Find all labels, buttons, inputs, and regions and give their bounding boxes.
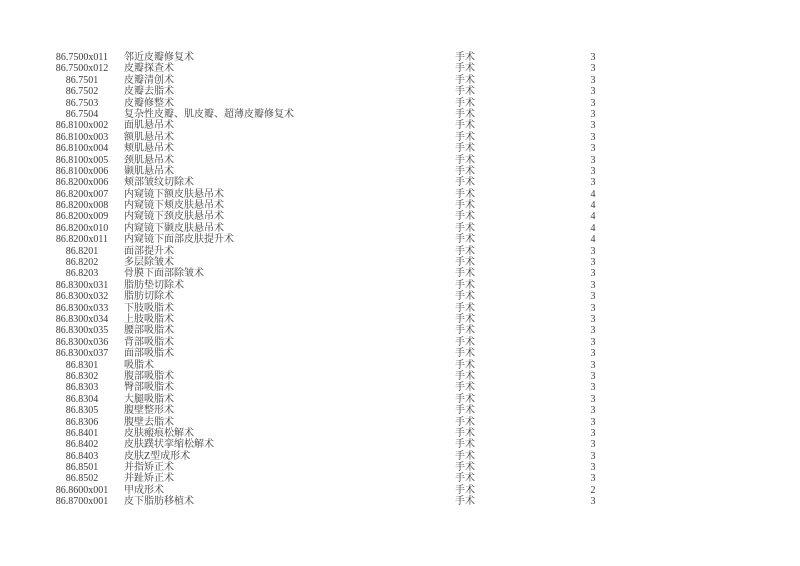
procedure-name-cell: 颊肌悬吊术	[124, 143, 174, 155]
table-row	[0, 303, 800, 314]
category-cell: 手术	[455, 496, 475, 508]
category-cell: 手术	[455, 462, 475, 474]
level-value-cell: 3	[590, 97, 596, 109]
procedure-code-cell: 86.7502	[65, 86, 99, 98]
table-row	[0, 291, 800, 302]
procedure-name-cell: 吸脂术	[124, 359, 154, 371]
level-value-cell: 3	[590, 393, 596, 405]
category-cell: 手术	[455, 382, 475, 394]
table-row	[0, 405, 800, 416]
table-row	[0, 428, 800, 439]
procedure-code-cell: 86.8300x033	[55, 302, 109, 314]
level-value-cell: 3	[590, 416, 596, 428]
table-row	[0, 314, 800, 325]
table-row	[0, 98, 800, 109]
category-cell: 手术	[455, 165, 475, 177]
procedure-code-cell: 86.8200x009	[55, 211, 109, 223]
procedure-name-cell: 内窥镜下颞皮肤悬吊术	[124, 222, 224, 234]
procedure-name-cell: 内窥镜下颊皮肤悬吊术	[124, 200, 224, 212]
procedure-name-cell: 多层除皱术	[124, 257, 174, 269]
category-cell: 手术	[455, 405, 475, 417]
level-value-cell: 3	[590, 177, 596, 189]
table-row	[0, 120, 800, 131]
category-cell: 手术	[455, 245, 475, 257]
procedure-code-cell: 86.8502	[65, 473, 99, 485]
procedure-code-cell: 86.8200x006	[55, 177, 109, 189]
procedure-code-cell: 86.8403	[65, 450, 99, 462]
procedure-name-cell: 复杂性皮瓣、肌皮瓣、超薄皮瓣修复术	[124, 108, 294, 120]
procedure-code-cell: 86.8600x001	[55, 484, 109, 496]
level-value-cell: 3	[590, 291, 596, 303]
procedure-name-cell: 面肌悬吊术	[124, 120, 174, 132]
level-value-cell: 2	[590, 484, 596, 496]
procedure-name-cell: 皮瓣修整术	[124, 97, 174, 109]
table-row	[0, 155, 800, 166]
procedure-code-cell: 86.8300x032	[55, 291, 109, 303]
procedure-name-cell: 骨膜下面部除皱术	[124, 268, 204, 280]
level-value-cell: 3	[590, 336, 596, 348]
level-value-cell: 3	[590, 268, 596, 280]
table-row	[0, 246, 800, 257]
level-value-cell: 4	[590, 200, 596, 212]
procedure-code-cell: 86.8306	[65, 416, 99, 428]
procedure-name-cell: 颈肌悬吊术	[124, 154, 174, 166]
category-cell: 手术	[455, 484, 475, 496]
procedure-code-cell: 86.8100x004	[55, 143, 109, 155]
level-value-cell: 3	[590, 143, 596, 155]
table-row	[0, 280, 800, 291]
level-value-cell: 3	[590, 257, 596, 269]
table-row	[0, 189, 800, 200]
procedure-name-cell: 下肢吸脂术	[124, 302, 174, 314]
procedure-code-cell: 86.8300x036	[55, 336, 109, 348]
table-row	[0, 337, 800, 348]
procedure-name-cell: 脂肪切除术	[124, 291, 174, 303]
table-row	[0, 360, 800, 371]
procedure-name-cell: 并趾矫正术	[124, 473, 174, 485]
procedure-code-cell: 86.8100x003	[55, 131, 109, 143]
procedure-code-cell: 86.8203	[65, 268, 99, 280]
procedure-name-cell: 内窥镜下颈皮肤悬吊术	[124, 211, 224, 223]
category-cell: 手术	[455, 450, 475, 462]
procedure-name-cell: 皮肤蹼状挛缩松解术	[124, 439, 214, 451]
category-cell: 手术	[455, 439, 475, 451]
procedure-name-cell: 大腿吸脂术	[124, 393, 174, 405]
category-cell: 手术	[455, 268, 475, 280]
procedure-code-cell: 86.8401	[65, 427, 99, 439]
level-value-cell: 3	[590, 165, 596, 177]
procedure-name-cell: 腹部吸脂术	[124, 370, 174, 382]
category-cell: 手术	[455, 74, 475, 86]
category-cell: 手术	[455, 154, 475, 166]
table-row	[0, 371, 800, 382]
table-row	[0, 394, 800, 405]
table-row	[0, 109, 800, 120]
procedure-code-cell: 86.8305	[65, 405, 99, 417]
table-row	[0, 166, 800, 177]
category-cell: 手术	[455, 336, 475, 348]
procedure-name-cell: 邻近皮瓣修复术	[124, 52, 194, 63]
procedure-code-cell: 86.8100x006	[55, 165, 109, 177]
level-value-cell: 3	[590, 382, 596, 394]
procedure-name-cell: 颞肌悬吊术	[124, 165, 174, 177]
procedure-code-table	[0, 52, 800, 508]
category-cell: 手术	[455, 52, 475, 63]
table-row	[0, 132, 800, 143]
procedure-code-cell: 86.7504	[65, 108, 99, 120]
level-value-cell: 3	[590, 74, 596, 86]
procedure-name-cell: 脂肪垫切除术	[124, 279, 184, 291]
category-cell: 手术	[455, 97, 475, 109]
category-cell: 手术	[455, 473, 475, 485]
level-value-cell: 3	[590, 427, 596, 439]
category-cell: 手术	[455, 416, 475, 428]
procedure-name-cell: 内窥镜下额皮肤悬吊术	[124, 188, 224, 200]
procedure-name-cell: 腹壁整形术	[124, 405, 174, 417]
level-value-cell: 3	[590, 370, 596, 382]
procedure-code-cell: 86.8300x031	[55, 279, 109, 291]
category-cell: 手术	[455, 222, 475, 234]
procedure-code-cell: 86.8302	[65, 370, 99, 382]
category-cell: 手术	[455, 63, 475, 75]
procedure-code-cell: 86.8201	[65, 245, 99, 257]
level-value-cell: 3	[590, 86, 596, 98]
table-row	[0, 473, 800, 484]
procedure-code-cell: 86.8303	[65, 382, 99, 394]
level-value-cell: 3	[590, 359, 596, 371]
procedure-name-cell: 背部吸脂术	[124, 336, 174, 348]
procedure-code-cell: 86.7503	[65, 97, 99, 109]
level-value-cell: 3	[590, 462, 596, 474]
category-cell: 手术	[455, 143, 475, 155]
level-value-cell: 3	[590, 154, 596, 166]
procedure-code-cell: 86.8200x011	[55, 234, 109, 246]
procedure-name-cell: 上肢吸脂术	[124, 313, 174, 325]
level-value-cell: 3	[590, 131, 596, 143]
table-row	[0, 234, 800, 245]
table-row	[0, 200, 800, 211]
category-cell: 手术	[455, 211, 475, 223]
table-row	[0, 75, 800, 86]
table-row	[0, 451, 800, 462]
category-cell: 手术	[455, 120, 475, 132]
procedure-name-cell: 皮肤瘢痕松解术	[124, 427, 194, 439]
procedure-name-cell: 臀部吸脂术	[124, 382, 174, 394]
level-value-cell: 3	[590, 245, 596, 257]
table-row	[0, 496, 800, 507]
category-cell: 手术	[455, 291, 475, 303]
level-value-cell: 4	[590, 211, 596, 223]
procedure-name-cell: 腹壁去脂术	[124, 416, 174, 428]
level-value-cell: 3	[590, 348, 596, 360]
procedure-name-cell: 甲成形术	[124, 484, 164, 496]
category-cell: 手术	[455, 177, 475, 189]
level-value-cell: 3	[590, 450, 596, 462]
procedure-code-cell: 86.8300x035	[55, 325, 109, 337]
category-cell: 手术	[455, 131, 475, 143]
table-row	[0, 63, 800, 74]
procedure-name-cell: 皮肤Z型成形术	[124, 450, 191, 462]
level-value-cell: 3	[590, 52, 596, 63]
procedure-code-cell: 86.8200x007	[55, 188, 109, 200]
category-cell: 手术	[455, 86, 475, 98]
category-cell: 手术	[455, 313, 475, 325]
category-cell: 手术	[455, 279, 475, 291]
category-cell: 手术	[455, 234, 475, 246]
procedure-code-cell: 86.8301	[65, 359, 99, 371]
category-cell: 手术	[455, 325, 475, 337]
procedure-name-cell: 皮瓣去脂术	[124, 86, 174, 98]
level-value-cell: 3	[590, 473, 596, 485]
procedure-name-cell: 颊部皱纹切除术	[124, 177, 194, 189]
category-cell: 手术	[455, 348, 475, 360]
procedure-code-cell: 86.8304	[65, 393, 99, 405]
procedure-name-cell: 面部吸脂术	[124, 348, 174, 360]
table-row	[0, 211, 800, 222]
category-cell: 手术	[455, 370, 475, 382]
table-row	[0, 223, 800, 234]
procedure-name-cell: 面部提升术	[124, 245, 174, 257]
table-row	[0, 143, 800, 154]
level-value-cell: 3	[590, 325, 596, 337]
table-row	[0, 462, 800, 473]
category-cell: 手术	[455, 188, 475, 200]
procedure-code-cell: 86.8100x002	[55, 120, 109, 132]
procedure-name-cell: 皮瓣探查术	[124, 63, 174, 75]
level-value-cell: 3	[590, 405, 596, 417]
procedure-code-cell: 86.7500x011	[55, 52, 109, 63]
procedure-code-cell: 86.8202	[65, 257, 99, 269]
level-value-cell: 3	[590, 120, 596, 132]
procedure-code-cell: 86.8100x005	[55, 154, 109, 166]
procedure-code-cell: 86.7501	[65, 74, 99, 86]
table-row	[0, 325, 800, 336]
category-cell: 手术	[455, 393, 475, 405]
category-cell: 手术	[455, 200, 475, 212]
table-row	[0, 268, 800, 279]
category-cell: 手术	[455, 427, 475, 439]
procedure-code-cell: 86.8200x010	[55, 222, 109, 234]
procedure-code-cell: 86.8700x001	[55, 496, 109, 508]
level-value-cell: 3	[590, 279, 596, 291]
category-cell: 手术	[455, 257, 475, 269]
table-row	[0, 52, 800, 63]
procedure-code-cell: 86.8300x037	[55, 348, 109, 360]
level-value-cell: 4	[590, 234, 596, 246]
procedure-name-cell: 内窥镜下面部皮肤提升术	[124, 234, 234, 246]
level-value-cell: 3	[590, 496, 596, 508]
level-value-cell: 3	[590, 439, 596, 451]
level-value-cell: 3	[590, 302, 596, 314]
procedure-code-cell: 86.8200x008	[55, 200, 109, 212]
category-cell: 手术	[455, 108, 475, 120]
table-row	[0, 417, 800, 428]
level-value-cell: 4	[590, 222, 596, 234]
table-row	[0, 257, 800, 268]
table-row	[0, 348, 800, 359]
category-cell: 手术	[455, 359, 475, 371]
table-row	[0, 439, 800, 450]
procedure-code-cell: 86.8402	[65, 439, 99, 451]
procedure-name-cell: 额肌悬吊术	[124, 131, 174, 143]
table-row	[0, 86, 800, 97]
level-value-cell: 3	[590, 108, 596, 120]
procedure-name-cell: 皮下脂肪移植术	[124, 496, 194, 508]
procedure-code-cell: 86.8300x034	[55, 313, 109, 325]
level-value-cell: 4	[590, 188, 596, 200]
table-row	[0, 382, 800, 393]
category-cell: 手术	[455, 302, 475, 314]
level-value-cell: 3	[590, 313, 596, 325]
procedure-name-cell: 皮瓣清创术	[124, 74, 174, 86]
procedure-name-cell: 腰部吸脂术	[124, 325, 174, 337]
table-row	[0, 177, 800, 188]
level-value-cell: 3	[590, 63, 596, 75]
procedure-name-cell: 并指矫正术	[124, 462, 174, 474]
procedure-code-cell: 86.8501	[65, 462, 99, 474]
table-row	[0, 485, 800, 496]
procedure-code-cell: 86.7500x012	[55, 63, 109, 75]
